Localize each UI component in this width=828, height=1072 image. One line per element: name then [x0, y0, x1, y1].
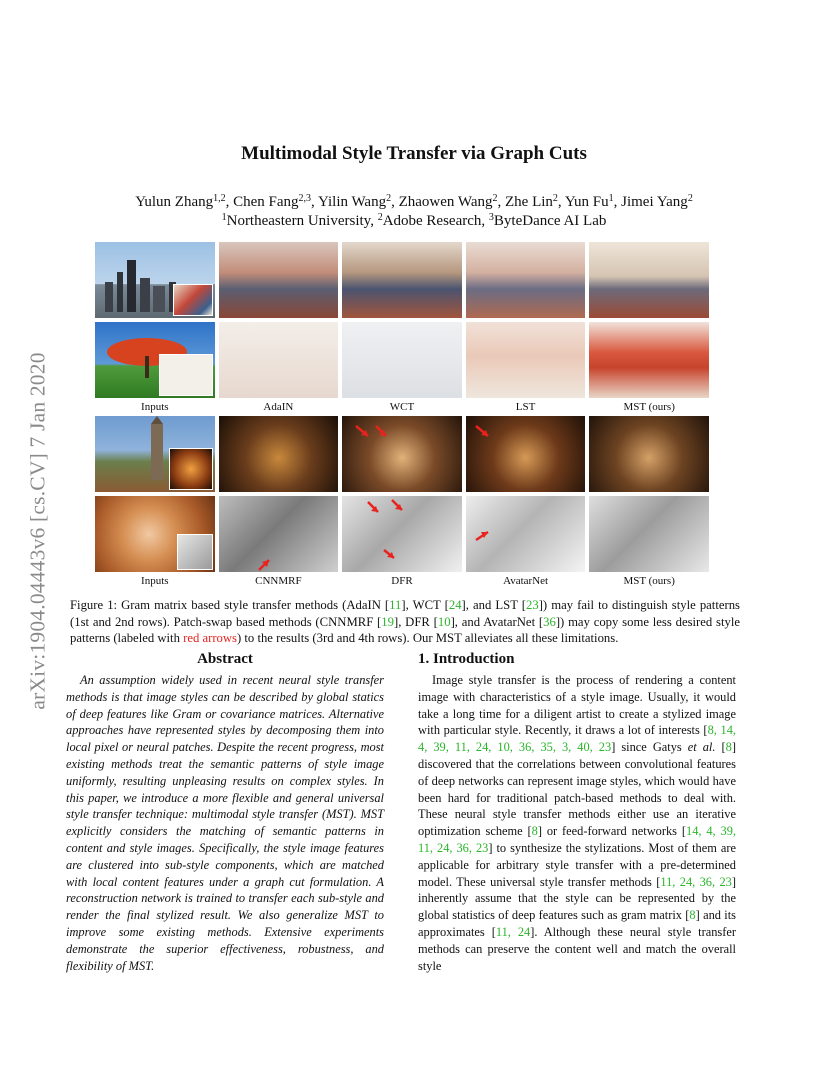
citation-link[interactable]: 11, 24	[495, 924, 531, 939]
author: Jimei Yang$^2$	[621, 193, 693, 210]
affiliation: $^2$Adobe Research,	[377, 212, 489, 229]
citation-link[interactable]: 8, 14, 4, 39, 11, 24, 10, 36, 35, 3, 40, 23	[418, 723, 736, 755]
figure-row-tower	[95, 416, 709, 492]
author-list	[0, 193, 828, 212]
style-inset	[173, 284, 213, 316]
label-avatarnet: AvatarNet	[503, 575, 549, 587]
citation-link[interactable]: 8	[725, 740, 732, 755]
introduction-heading: 1. Introduction	[418, 651, 515, 667]
wct-city-result	[342, 242, 462, 318]
figure-row-city	[95, 242, 709, 318]
mst-portrait-result	[589, 496, 709, 572]
label-inputs: Inputs	[141, 575, 169, 587]
avatarnet-tower-result	[466, 416, 586, 492]
mst-tower-result	[589, 416, 709, 492]
figure-row-portrait	[95, 496, 709, 572]
adain-tree-result	[219, 322, 339, 398]
figure-1-caption: Figure 1: Gram matrix based style transfer methods (AdaIN [11], WCT [24], and LST [23]) may fail to distinguish style patterns (1st and 2nd rows). Patch-swap based methods (CNNMRF [19], DFR [10], and AvatarNet [36]) may copy some less desired style patterns (labeled with red arrows) to the results (3rd and 4th rows). Our MST alleviates all these limitations.	[70, 598, 740, 645]
author-block	[0, 193, 828, 231]
label-mst: MST (ours)	[623, 401, 675, 413]
affiliation-list	[0, 212, 828, 231]
label-dfr: DFR	[391, 575, 413, 587]
input-city-image	[95, 242, 215, 318]
cnnmrf-tower-result	[219, 416, 339, 492]
citation-link[interactable]: 14, 4, 39, 11, 24, 36, 23	[418, 824, 737, 855]
style-inset	[159, 354, 213, 396]
affiliation: $^1$Northeastern University,	[221, 212, 378, 229]
style-inset	[177, 534, 213, 570]
label-lst: LST	[515, 401, 536, 413]
citation-link[interactable]: 8	[689, 908, 696, 923]
arxiv-id-text: arXiv:1904.04443v6 [cs.CV] 7 Jan 2020	[25, 352, 50, 710]
input-tree-image	[95, 322, 215, 398]
red-arrows-note: red arrows	[183, 631, 237, 645]
citation-link[interactable]: 36	[543, 614, 556, 629]
author: Zhe Lin$^2$,	[505, 193, 565, 210]
introduction-text: Image style transfer is the process of rendering a content image with characteristics of a style image. Usually, it would take a long time for a diligent artist to create a stylized image with particular style. Recently, it draws a lot of interests [8, 14, 4, 39, 11, 24, 10, 36, 35, 3, 40, 23] since Gatys et al. [8] discovered that the correlations between convolutional features of deep networks can represent image styles, which would have been hard for traditional patch-based methods to deal with. These neural style transfer methods either use an iterative optimization scheme [8] or feed-forward networks [14, 4, 39, 11, 24, 36, 23] to synthesize the stylizations. Most of them are applicable for arbitrary style transfer with a pre-determined model. These universal style transfer methods [11, 24, 36, 23] inherently assume that the style can be represented by the global statistics of deep features such as gram matrix [8] and its approximates [11, 24]. Although these neural style transfer methods can preserve the content well and match the overall style	[418, 673, 737, 973]
label-wct: WCT	[389, 401, 415, 413]
figure-labels-bottom	[95, 572, 709, 590]
mst-city-result	[589, 242, 709, 318]
citation-link[interactable]: 24	[448, 598, 462, 612]
abstract-heading: Abstract	[197, 651, 253, 667]
citation-link[interactable]: 19	[381, 614, 394, 629]
citation-link[interactable]: 23	[526, 598, 539, 612]
input-portrait-image	[95, 496, 215, 572]
label-mst: MST (ours)	[623, 575, 675, 587]
author: Yilin Wang$^2$,	[317, 193, 399, 210]
dfr-tower-result	[342, 416, 462, 492]
label-adain: AdaIN	[263, 401, 294, 413]
figure-labels-top	[95, 398, 709, 416]
style-inset	[169, 448, 213, 490]
input-tower-image	[95, 416, 215, 492]
citation-link[interactable]: 8	[531, 824, 538, 839]
mst-tree-result	[589, 322, 709, 398]
figure-row-tree	[95, 322, 709, 398]
author: Yun Fu$^1$,	[564, 193, 622, 210]
author: Yulun Zhang$^{1,2}$,	[135, 193, 234, 210]
author: Chen Fang$^{2,3}$,	[233, 193, 318, 210]
paper-title: Multimodal Style Transfer via Graph Cuts	[241, 143, 587, 164]
adain-city-result	[219, 242, 339, 318]
arxiv-side-stamp	[8, 296, 68, 766]
introduction-section	[418, 651, 736, 974]
lst-tree-result	[466, 322, 586, 398]
lst-city-result	[466, 242, 586, 318]
label-inputs: Inputs	[141, 401, 169, 413]
cnnmrf-portrait-result	[219, 496, 339, 572]
abstract-text: An assumption widely used in recent neural style transfer methods is that image styles can be described by global statics of deep features like Gram or covariance matrices. Alternative approaches have represented styles by decomposing them into local pixel or neural patches. Despite the recent progress, most existing methods treat the semantic patterns of style image uniformly, resulting unpleasing results on complex styles. In this paper, we introduce a more flexible and general universal style transfer technique: multimodal style transfer (MST). MST explicitly considers the matching of semantic patterns in content and style images. Specifically, the style image features are clustered into sub-style components, which are matched with local content features under a graph cut formulation. A reconstruction network is trained to transfer each sub-style and render the final stylized result. We also generalize MST to improve some existing methods. Extensive experiments demonstrate the superior effectiveness, robustness, and flexibility of MST.	[66, 673, 384, 973]
avatarnet-portrait-result	[466, 496, 586, 572]
citation-link[interactable]: 11	[389, 598, 402, 612]
figure-1-grid	[95, 242, 709, 590]
citation-link[interactable]: 10	[437, 614, 451, 629]
dfr-portrait-result	[342, 496, 462, 572]
citation-link[interactable]: 11, 24, 36, 23	[660, 874, 732, 889]
author: Zhaowen Wang$^2$,	[398, 193, 505, 210]
affiliation: $^3$ByteDance AI Lab	[488, 212, 607, 229]
wct-tree-result	[342, 322, 462, 398]
abstract-section	[66, 651, 384, 974]
label-cnnmrf: CNNMRF	[255, 575, 302, 587]
